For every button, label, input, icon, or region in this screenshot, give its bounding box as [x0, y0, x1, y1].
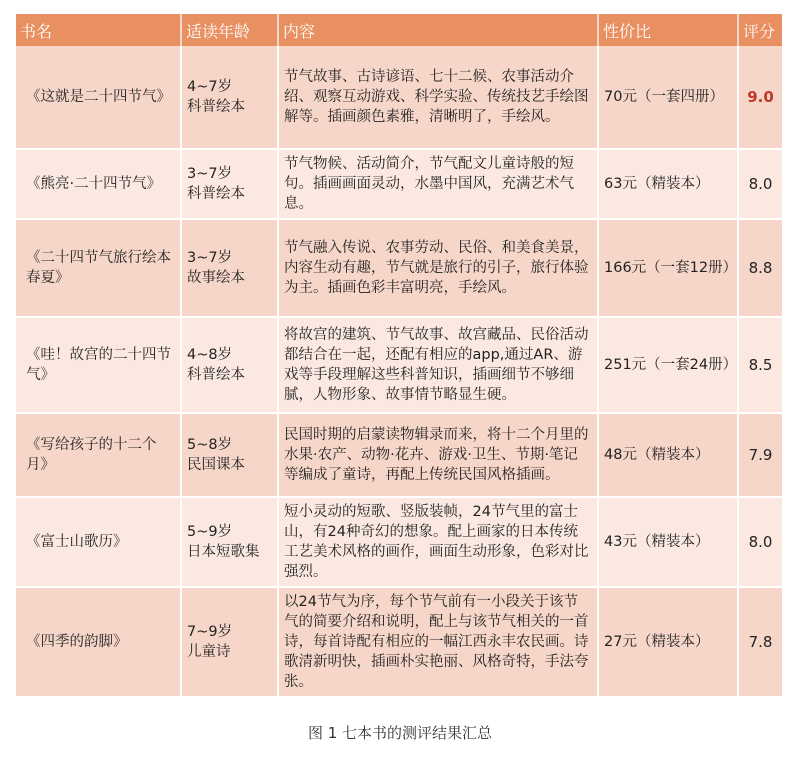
age-range: 5~8岁 [187, 437, 233, 453]
book-price: 70元（一套四册） [598, 46, 738, 149]
book-genre: 儿童诗 [187, 644, 231, 660]
age-cell [181, 46, 278, 149]
table-row [16, 497, 782, 587]
table-row [16, 413, 782, 497]
header-score: 评分 [738, 14, 782, 46]
book-score: 7.9 [738, 413, 782, 497]
book-price: 48元（精装本） [598, 413, 738, 497]
review-table-container [16, 14, 782, 698]
book-title: 《熊亮·二十四节气》 [16, 149, 181, 219]
book-genre: 故事绘本 [187, 270, 245, 286]
table-row [16, 587, 782, 697]
age-cell [181, 587, 278, 697]
book-score: 8.0 [738, 149, 782, 219]
book-price: 27元（精装本） [598, 587, 738, 697]
book-title: 《哇！故宫的二十四节气》 [16, 317, 181, 413]
age-cell [181, 219, 278, 317]
book-genre: 科普绘本 [187, 99, 245, 115]
book-score-value: 9.0 [747, 88, 774, 106]
table-row [16, 317, 782, 413]
book-content: 将故宫的建筑、节气故事、故宫藏品、民俗活动都结合在一起，还配有相应的app,通过AR、游戏等手段理解这些科普知识，插画细节不够细腻，人物形象、故事情节略显生硬。 [278, 317, 598, 413]
book-score: 8.0 [738, 497, 782, 587]
age-cell [181, 317, 278, 413]
age-cell [181, 497, 278, 587]
book-score: 7.8 [738, 587, 782, 697]
table-row [16, 149, 782, 219]
book-review-table [16, 14, 782, 698]
book-title: 《写给孩子的十二个月》 [16, 413, 181, 497]
book-title: 《四季的韵脚》 [16, 587, 181, 697]
book-score: 8.5 [738, 317, 782, 413]
book-title: 《这就是二十四节气》 [16, 46, 181, 149]
book-content: 节气物候、活动简介，节气配文儿童诗般的短句。插画画面灵动，水墨中国风，充满艺术气息。 [278, 149, 598, 219]
book-content: 民国时期的启蒙读物辑录而来，将十二个月里的水果·农产、动物·花卉、游戏·卫生、节期·笔记等编成了童诗，再配上传统民国风格插画。 [278, 413, 598, 497]
book-content: 短小灵动的短歌、竖版装帧，24节气里的富士山，有24种奇幻的想象。配上画家的日本传统工艺美术风格的画作，画面生动形象，色彩对比强烈。 [278, 497, 598, 587]
age-range: 5~9岁 [187, 524, 233, 540]
book-genre: 科普绘本 [187, 367, 245, 383]
table-row [16, 46, 782, 149]
age-range: 4~8岁 [187, 347, 233, 363]
age-range: 7~9岁 [187, 624, 233, 640]
book-price: 43元（精装本） [598, 497, 738, 587]
age-cell [181, 149, 278, 219]
book-price: 63元（精装本） [598, 149, 738, 219]
figure-caption: 图 1 七本书的测评结果汇总 [307, 724, 493, 742]
book-content: 节气融入传说、农事劳动、民俗、和美食美景，内容生动有趣，节气就是旅行的引子，旅行体验为主。插画色彩丰富明亮，手绘风。 [278, 219, 598, 317]
header-title: 书名 [16, 14, 181, 46]
book-title: 《二十四节气旅行绘本春夏》 [16, 219, 181, 317]
book-genre: 日本短歌集 [187, 544, 260, 560]
age-cell [181, 413, 278, 497]
book-content: 节气故事、古诗谚语、七十二候、农事活动介绍、观察互动游戏、科学实验、传统技艺手绘图解等。插画颜色素雅，清晰明了，手绘风。 [278, 46, 598, 149]
age-range: 4~7岁 [187, 79, 233, 95]
age-range: 3~7岁 [187, 166, 233, 182]
header-content: 内容 [278, 14, 598, 46]
book-title: 《富士山歌历》 [16, 497, 181, 587]
header-age: 适读年龄 [181, 14, 278, 46]
table-row [16, 219, 782, 317]
book-score: 8.8 [738, 219, 782, 317]
book-price: 166元（一套12册） [598, 219, 738, 317]
book-genre: 民国课本 [187, 457, 245, 473]
book-score [738, 46, 782, 149]
book-price: 251元（一套24册） [598, 317, 738, 413]
table-header-row [16, 14, 782, 46]
header-price: 性价比 [598, 14, 738, 46]
book-content: 以24节气为序，每个节气前有一小段关于该节气的简要介绍和说明，配上与该节气相关的一首诗，每首诗配有相应的一幅江西永丰农民画。诗歌清新明快，插画朴实艳丽、风格奇特，手法夸张。 [278, 587, 598, 697]
book-genre: 科普绘本 [187, 186, 245, 202]
age-range: 3~7岁 [187, 250, 233, 266]
